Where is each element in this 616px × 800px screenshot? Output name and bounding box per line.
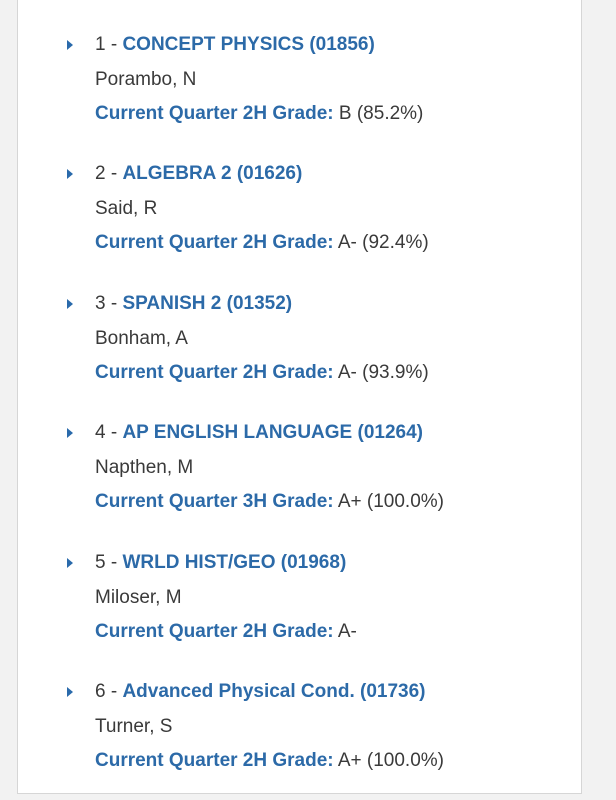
grade-line [95, 748, 444, 774]
grade-label: Current Quarter 2H Grade: [95, 750, 334, 771]
expand-caret-icon[interactable] [67, 558, 73, 568]
course-name[interactable]: CONCEPT PHYSICS (01856) [122, 34, 375, 55]
course-title[interactable] [95, 32, 375, 58]
grade-line [95, 101, 423, 127]
course-title[interactable] [95, 291, 292, 317]
course-name[interactable]: SPANISH 2 (01352) [122, 293, 293, 314]
course-number: 1 - [95, 34, 123, 55]
course-number: 3 - [95, 293, 123, 314]
expand-caret-icon[interactable] [67, 169, 73, 179]
course-title[interactable] [95, 161, 302, 187]
grade-line [95, 489, 444, 515]
course-title[interactable] [95, 679, 426, 705]
course-title[interactable] [95, 550, 346, 576]
course-item [18, 143, 581, 253]
grade-value: A- (93.9%) [333, 362, 429, 383]
course-name[interactable]: Advanced Physical Cond. (01736) [122, 681, 426, 702]
course-number: 4 - [95, 422, 123, 443]
course-name[interactable]: WRLD HIST/GEO (01968) [122, 552, 347, 573]
grade-label: Current Quarter 3H Grade: [95, 491, 334, 512]
course-number: 2 - [95, 163, 123, 184]
course-item [18, 661, 581, 771]
course-item [18, 14, 581, 124]
teacher-name: Said, R [95, 198, 158, 219]
grade-value: A- [333, 621, 357, 642]
course-item [18, 273, 581, 383]
grade-label: Current Quarter 2H Grade: [95, 232, 334, 253]
expand-caret-icon[interactable] [67, 687, 73, 697]
grade-line [95, 230, 429, 256]
course-name[interactable]: AP ENGLISH LANGUAGE (01264) [122, 422, 424, 443]
grade-label: Current Quarter 2H Grade: [95, 621, 334, 642]
grade-line [95, 360, 429, 386]
course-item [18, 402, 581, 512]
grade-label: Current Quarter 2H Grade: [95, 103, 334, 124]
teacher-name: Napthen, M [95, 457, 194, 478]
course-number: 5 - [95, 552, 123, 573]
grade-value: A+ (100.0%) [333, 491, 444, 512]
course-item [18, 532, 581, 642]
teacher-name: Porambo, N [95, 69, 197, 90]
teacher-name: Bonham, A [95, 328, 188, 349]
grade-value: A+ (100.0%) [333, 750, 444, 771]
grade-value: B (85.2%) [333, 103, 424, 124]
course-number: 6 - [95, 681, 123, 702]
course-list-panel [17, 0, 582, 794]
grade-line [95, 619, 357, 645]
expand-caret-icon[interactable] [67, 40, 73, 50]
teacher-name: Miloser, M [95, 587, 182, 608]
expand-caret-icon[interactable] [67, 299, 73, 309]
teacher-name: Turner, S [95, 716, 173, 737]
expand-caret-icon[interactable] [67, 428, 73, 438]
grade-value: A- (92.4%) [333, 232, 429, 253]
grade-label: Current Quarter 2H Grade: [95, 362, 334, 383]
course-name[interactable]: ALGEBRA 2 (01626) [122, 163, 303, 184]
course-title[interactable] [95, 420, 423, 446]
